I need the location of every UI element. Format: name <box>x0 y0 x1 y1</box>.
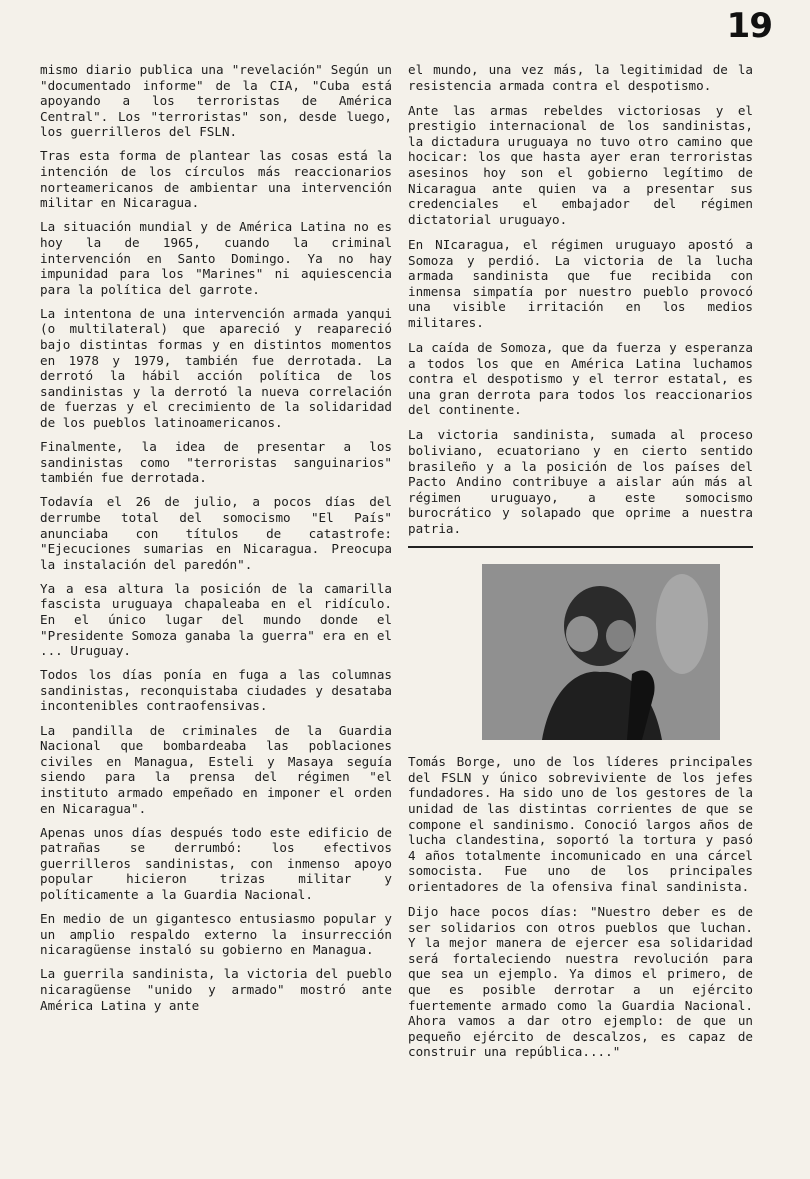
paragraph: La victoria sandinista, sumada al proceso boliviano, ecuatoriano y en cierto sentido brasileño y a la posición de los países del Pacto Andino contribuye a aislar aún más al régimen uruguayo, a este somocismo burocrático y solapado que oprime a nuestra patria. <box>408 427 753 537</box>
paragraph: La guerrila sandinista, la victoria del pueblo nicaragüense "unido y armado" mostró ante América Latina y ante <box>40 966 392 1013</box>
caption-paragraph: Dijo hace pocos días: "Nuestro deber es de ser solidarios con otros pueblos que luchan. Y la mejor manera de ejercer esa solidaridad será fortaleciendo nuestra revolución para que sea un ejemplo. Ya dimos el primero, de que es posible derrotar a un ejército fuertemente armado como la Guardia Nacional. Ahora vamos a dar otro ejemplo: de que un pequeño ejército de descalzos, es capaz de construir una república...." <box>408 903 753 1060</box>
paragraph: Ya a esa altura la posición de la camarilla fascista uruguaya chapaleaba en el ridículo. En el único lugar del mundo donde el "Presidente Somoza ganaba la guerra" era en el ... Uruguay. <box>40 580 392 659</box>
paragraph: La situación mundial y de América Latina no es hoy la de 1965, cuando la criminal intervención en Santo Domingo. Ya no hay impunidad para los "Marines" ni aquiescencia para la política del garrote. <box>40 219 392 297</box>
paragraph: En NIcaragua, el régimen uruguayo apostó a Somoza y perdió. La victoria de la lucha armada sandinista que fue recibida con inmensa simpatía por nuestro pueblo provocó una visible irritación en los medios militares. <box>408 236 753 330</box>
section-divider <box>408 546 753 548</box>
paragraph: Todavía el 26 de julio, a pocos días del derrumbe total del somocismo "El País" anunciaba con títulos de catastrofe: "Ejecuciones sumarias en Nicaragua. Preocupa la instalación del paredón". <box>40 494 392 572</box>
paragraph: La intentona de una intervención armada yanqui (o multilateral) que apareció y reapareció bajo distintas formas y en distintos momentos en 1978 y 1979, también fue derrotada. La derrotó la hábil acción política de los sandinistas y la derrotó la nueva correlación de fuerzas y el crecimiento de la solidaridad de los pueblos latinoamericanos. <box>40 305 392 430</box>
left-column <box>40 62 392 1022</box>
paragraph: La pandilla de criminales de la Guardia Nacional que bombardeaba las poblaciones civiles en Managua, Esteli y Masaya seguía siendo para la prensa del régimen "el instituto armado empeñado en imponer el orden en Nicaragua". <box>40 722 392 816</box>
paragraph: mismo diario publica una "revelación" Según un "documentado informe" de la CIA, "Cuba está apoyando a los terroristas de América Central". Los "terroristas" son, desde luego, los guerrilleros del FSLN. <box>40 62 392 140</box>
right-column <box>408 62 753 1069</box>
paragraph: Apenas unos días después todo este edificio de patrañas se derrumbó: los efectivos guerrilleros sandinistas, con inmenso apoyo popular hicieron trizas militar y políticamente a la Guardia Nacional. <box>40 824 392 902</box>
paragraph: Todos los días ponía en fuga a las columnas sandinistas, reconquistaba ciudades y desataba incontenibles contraofensivas. <box>40 667 392 714</box>
paragraph: Tras esta forma de plantear las cosas está la intención de los círculos más reaccionarios norteamericanos de ambientar una intervención militar en Nicaragua. <box>40 148 392 211</box>
portrait-silhouette <box>482 564 720 740</box>
photo-caption <box>408 754 753 1060</box>
paragraph: el mundo, una vez más, la legitimidad de la resistencia armada contra el despotismo. <box>408 62 753 93</box>
paragraph: La caída de Somoza, que da fuerza y esperanza a todos los que en América Latina luchamos contra el despotismo y el terror estatal, es una gran derrota para todos los reaccionarios del continente. <box>408 340 753 418</box>
caption-paragraph: Tomás Borge, uno de los líderes principales del FSLN y único sobreviviente de los jefes fundadores. Ha sido uno de los gestores de la unidad de las distintas corrientes de que se compone el sandinismo. Conoció largos años de lucha clandestina, soportó la tortura y pasó 4 años totalmente incomunicado en una cárcel somocista. Fue uno de los principales orientadores de la ofensiva final sandinista. <box>408 754 753 894</box>
paragraph: Finalmente, la idea de presentar a los sandinistas como "terroristas sanguinarios" también fue derrotada. <box>40 439 392 486</box>
portrait-photo <box>482 564 720 740</box>
paragraph: En medio de un gigantesco entusiasmo popular y un amplio respaldo externo la insurrección nicaragüense instaló su gobierno en Managua. <box>40 911 392 958</box>
page-number: 19 <box>726 6 772 46</box>
paragraph: Ante las armas rebeldes victoriosas y el prestigio internacional de los sandinistas, la dictadura uruguaya no tuvo otro camino que hocicar: los que hasta ayer eran terroristas asesinos hoy son el gobierno legítimo de Nicaragua ante quien va a presentar sus credenciales el embajador del régimen dictatorial uruguayo. <box>408 102 753 227</box>
